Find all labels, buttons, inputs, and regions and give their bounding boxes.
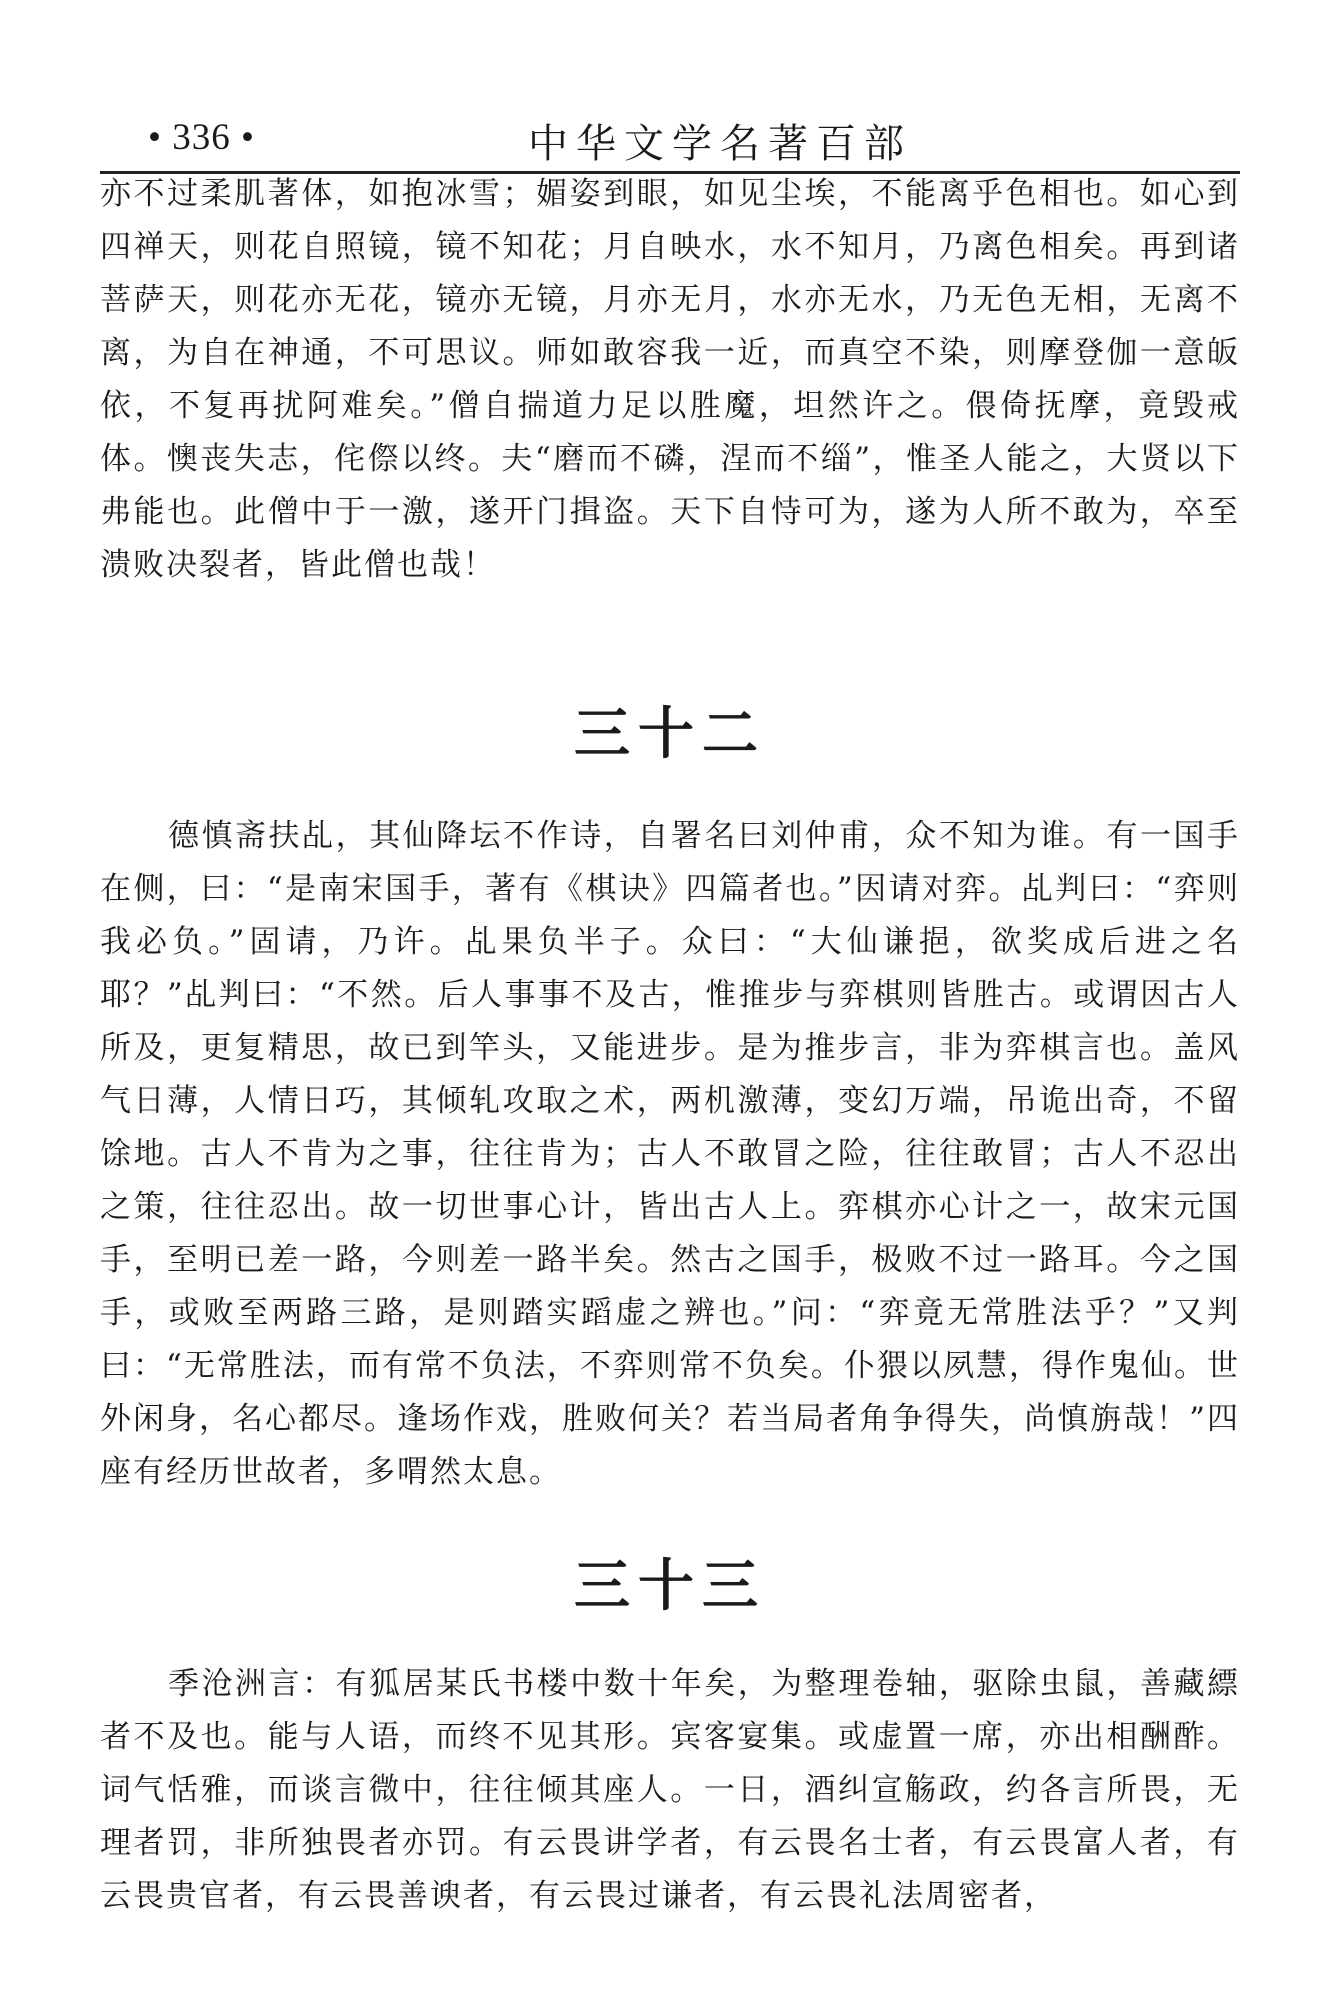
book-title: 中华文学名著百部 xyxy=(528,121,912,167)
page-header xyxy=(100,108,1240,172)
paragraph: 德慎斋扶乩，其仙降坛不作诗，自署名曰刘仲甫，众不知为谁。有一国手在侧，曰：“是南宋国手，著有《棋诀》四篇者也。”因请对弈。乩判曰：“弈则我必负。”固请，乃许。乩果负半子。众曰：“大仙谦挹，欲奖成后进之名耶？”乩判曰：“不然。后人事事不及古，惟推步与弈棋则皆胜古。或谓因古人所及，更复精思，故已到竿头，又能进步。是为推步言，非为弈棋言也。盖风气日薄，人情日巧，其倾轧攻取之术，两机激薄，变幻万端，吊诡出奇，不留馀地。古人不肯为之事，往往肯为；古人不敢冒之险，往往敢冒；古人不忍出之策，往往忍出。故一切世事心计，皆出古人上。弈棋亦心计之一，故宋元国手，至明已差一路，今则差一路半矣。然古之国手，极败不过一路耳。今之国手，或败至两路三路，是则踏实蹈虚之辨也。”问：“弈竟无常胜法乎？”又判曰：“无常胜法，而有常不负法，不弈则常不负矣。仆猥以夙慧，得作鬼仙。世外闲身，名心都尽。逢场作戏，胜败何关？若当局者角争得失，尚慎旃哉！”四座有经历世故者，多喟然太息。 xyxy=(100,818,1240,1490)
paragraph: 亦不过柔肌著体，如抱冰雪；媚姿到眼，如见尘埃，不能离乎色相也。如心到四禅天，则花自照镜，镜不知花；月自映水，水不知月，乃离色相矣。再到诸菩萨天，则花亦无花，镜亦无镜，月亦无月，水亦无水，乃无色无相，无离不离，为自在神通，不可思议。师如敢容我一近，而真空不染，则摩登伽一意皈依，不复再扰阿难矣。”僧自揣道力足以胜魔，坦然许之。偎倚抚摩，竟毁戒体。懊丧失志，侘傺以终。夫“磨而不磷，涅而不缁”，惟圣人能之，大贤以下弗能也。此僧中于一激，遂开门揖盗。天下自恃可为，遂为人所不敢为，卒至溃败决裂者，皆此僧也哉！ xyxy=(100,176,1240,583)
paragraph: 季沧洲言：有狐居某氏书楼中数十年矣，为整理卷轴，驱除虫鼠，善藏縹者不及也。能与人语，而终不见其形。宾客宴集。或虚置一席，亦出相酬酢。词气恬雅，而谈言微中，往往倾其座人。一日，酒纠宣觞政，约各言所畏，无理者罚，非所独畏者亦罚。有云畏讲学者，有云畏名士者，有云畏富人者，有云畏贵官者，有云畏善谀者，有云畏过谦者，有云畏礼法周密者， xyxy=(100,1666,1240,1914)
section-continued xyxy=(100,168,1240,592)
section-heading-33: 三十三 xyxy=(574,1554,766,1619)
section-32-body xyxy=(100,810,1240,1499)
section-heading-32: 三十二 xyxy=(574,702,766,767)
page-number: • 336 • xyxy=(148,117,255,158)
section-33-body xyxy=(100,1658,1240,1923)
